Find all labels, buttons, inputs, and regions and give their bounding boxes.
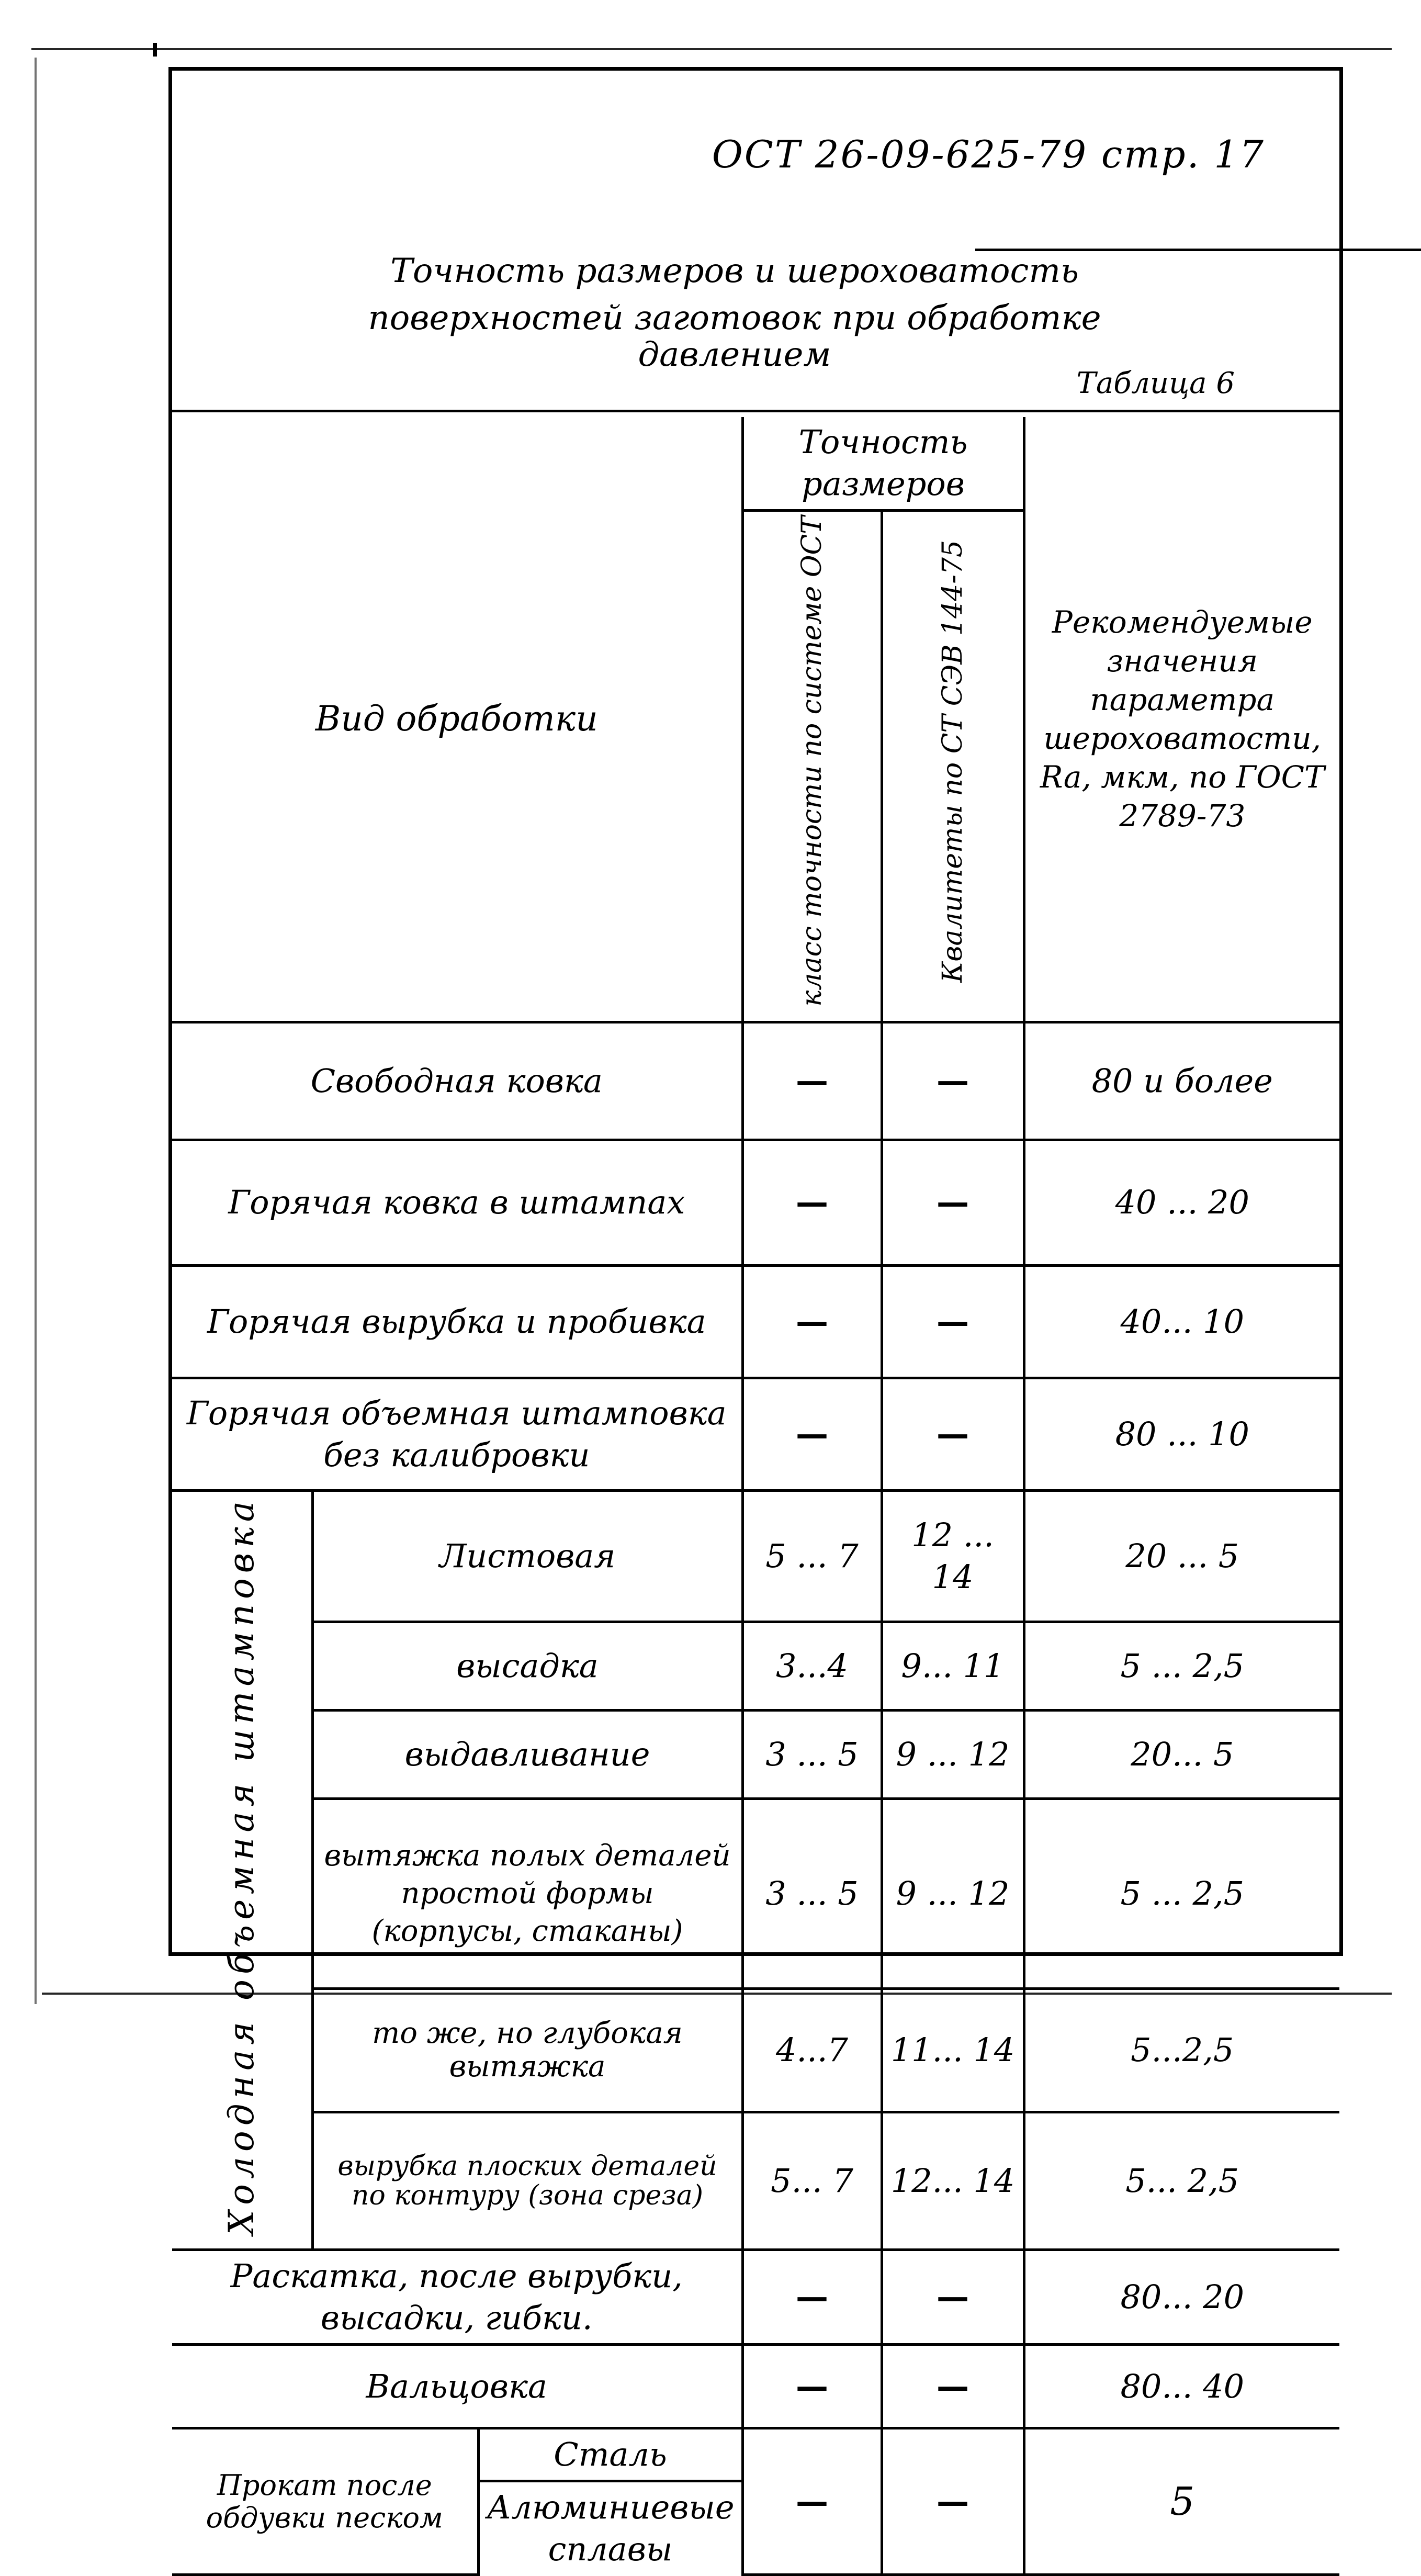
table-row xyxy=(172,1710,1339,1798)
row-class: — xyxy=(742,1265,882,1378)
table-row xyxy=(172,1989,1339,2112)
row-qualitet: 11... 14 xyxy=(882,1989,1024,2112)
row-name: высадка xyxy=(312,1622,742,1710)
document-frame xyxy=(168,67,1343,2569)
table-row xyxy=(172,1022,1339,1140)
table-row xyxy=(172,2250,1339,2345)
table-row xyxy=(172,1378,1339,1490)
row-class: — xyxy=(742,1140,882,1265)
cold-group-label: Холодная объемная штамповка xyxy=(172,1490,312,2250)
scan-mark xyxy=(153,43,157,57)
row-class: 4...7 xyxy=(742,1989,882,2112)
row-roughness: 5...2,5 xyxy=(1024,1989,1339,2112)
row-qualitet: — xyxy=(882,1022,1024,1140)
row-qualitet: — xyxy=(882,2428,1024,2575)
row-qualitet: — xyxy=(882,1378,1024,1490)
table-row xyxy=(172,1798,1339,1988)
processing-table xyxy=(172,417,1339,2576)
row-name: Листовая xyxy=(312,1490,742,1622)
row-roughness: 40... 10 xyxy=(1024,1265,1339,1378)
scan-edge-left xyxy=(35,58,37,2004)
title-line-3: давлением xyxy=(638,335,831,374)
row-name: выдавливание xyxy=(312,1710,742,1798)
row-class: 3 ... 5 xyxy=(742,1710,882,1798)
row-class: 5... 7 xyxy=(742,2112,882,2249)
row-roughness: 5 xyxy=(1024,2428,1339,2575)
table-row xyxy=(172,2112,1339,2249)
row-qualitet: — xyxy=(882,2250,1024,2345)
table-row xyxy=(172,2428,1339,2481)
table-row xyxy=(172,1622,1339,1710)
row-qualitet: — xyxy=(882,2345,1024,2428)
title-line-2: поверхностей заготовок при обработке xyxy=(368,299,1101,338)
scan-edge-top xyxy=(31,48,1392,50)
row-qualitet: 9 ... 12 xyxy=(882,1798,1024,1988)
row-qualitet: 9 ... 12 xyxy=(882,1710,1024,1798)
row-name: Свободная ковка xyxy=(172,1022,742,1140)
row-name: вытяжка полых деталей простой формы (корпусы, стаканы) xyxy=(312,1798,742,1988)
row-class: — xyxy=(742,2428,882,2575)
row-name: Вальцовка xyxy=(172,2345,742,2428)
row-name: Раскатка, после вырубки, высадки, гибки. xyxy=(172,2250,742,2345)
header-qualitets: Квалитеты по СТ СЭВ 144-75 xyxy=(882,511,1024,1022)
table-row xyxy=(172,1490,1339,1622)
row-class: 3...4 xyxy=(742,1622,882,1710)
row-class: — xyxy=(742,1378,882,1490)
document-code: ОСТ 26-09-625-79 стр. 17 xyxy=(712,132,1265,176)
row-class: 3 ... 5 xyxy=(742,1798,882,1988)
row-qualitet: — xyxy=(882,1265,1024,1378)
table-number: Таблица 6 xyxy=(1076,366,1235,400)
row-roughness: 80... 20 xyxy=(1024,2250,1339,2345)
row-name: вырубка плоских деталей по контуру (зона среза) xyxy=(312,2112,742,2249)
header-kind: Вид обработки xyxy=(172,417,742,1022)
row-qualitet: 9... 11 xyxy=(882,1622,1024,1710)
header-double-rule xyxy=(172,410,1339,412)
title-line-1: Точность размеров и шероховатость xyxy=(390,252,1079,290)
table-row xyxy=(172,2345,1339,2428)
header-accuracy-group: Точность размеров xyxy=(742,417,1024,511)
row-name: Горячая объемная штамповка без калибровки xyxy=(172,1378,742,1490)
table-row xyxy=(172,1140,1339,1265)
blast-steel: Сталь xyxy=(478,2428,742,2481)
row-roughness: 40 ... 20 xyxy=(1024,1140,1339,1265)
row-roughness: 80 и более xyxy=(1024,1022,1339,1140)
row-class: — xyxy=(742,1022,882,1140)
table-row xyxy=(172,1265,1339,1378)
row-name: то же, но глубокая вытяжка xyxy=(312,1989,742,2112)
row-qualitet: — xyxy=(882,1140,1024,1265)
row-roughness: 20 ... 5 xyxy=(1024,1490,1339,1622)
header-accuracy-class: класс точности по системе ОСТ xyxy=(742,511,882,1022)
blast-group-label: Прокат после обдувки песком xyxy=(172,2428,478,2575)
row-roughness: 5 ... 2,5 xyxy=(1024,1622,1339,1710)
row-name: Горячая ковка в штампах xyxy=(172,1140,742,1265)
row-qualitet: 12 ... 14 xyxy=(882,1490,1024,1622)
row-class: — xyxy=(742,2250,882,2345)
row-roughness: 5 ... 2,5 xyxy=(1024,1798,1339,1988)
row-roughness: 80 ... 10 xyxy=(1024,1378,1339,1490)
row-roughness: 5... 2,5 xyxy=(1024,2112,1339,2249)
header-roughness: Рекомендуемые значения параметра шероховатости, Ra, мкм, по ГОСТ 2789-73 xyxy=(1024,417,1339,1022)
row-roughness: 20... 5 xyxy=(1024,1710,1339,1798)
row-class: 5 ... 7 xyxy=(742,1490,882,1622)
row-name: Горячая вырубка и пробивка xyxy=(172,1265,742,1378)
row-roughness: 80... 40 xyxy=(1024,2345,1339,2428)
row-class: — xyxy=(742,2345,882,2428)
row-qualitet: 12... 14 xyxy=(882,2112,1024,2249)
blast-aluminium: Алюминиевые сплавы xyxy=(478,2481,742,2575)
